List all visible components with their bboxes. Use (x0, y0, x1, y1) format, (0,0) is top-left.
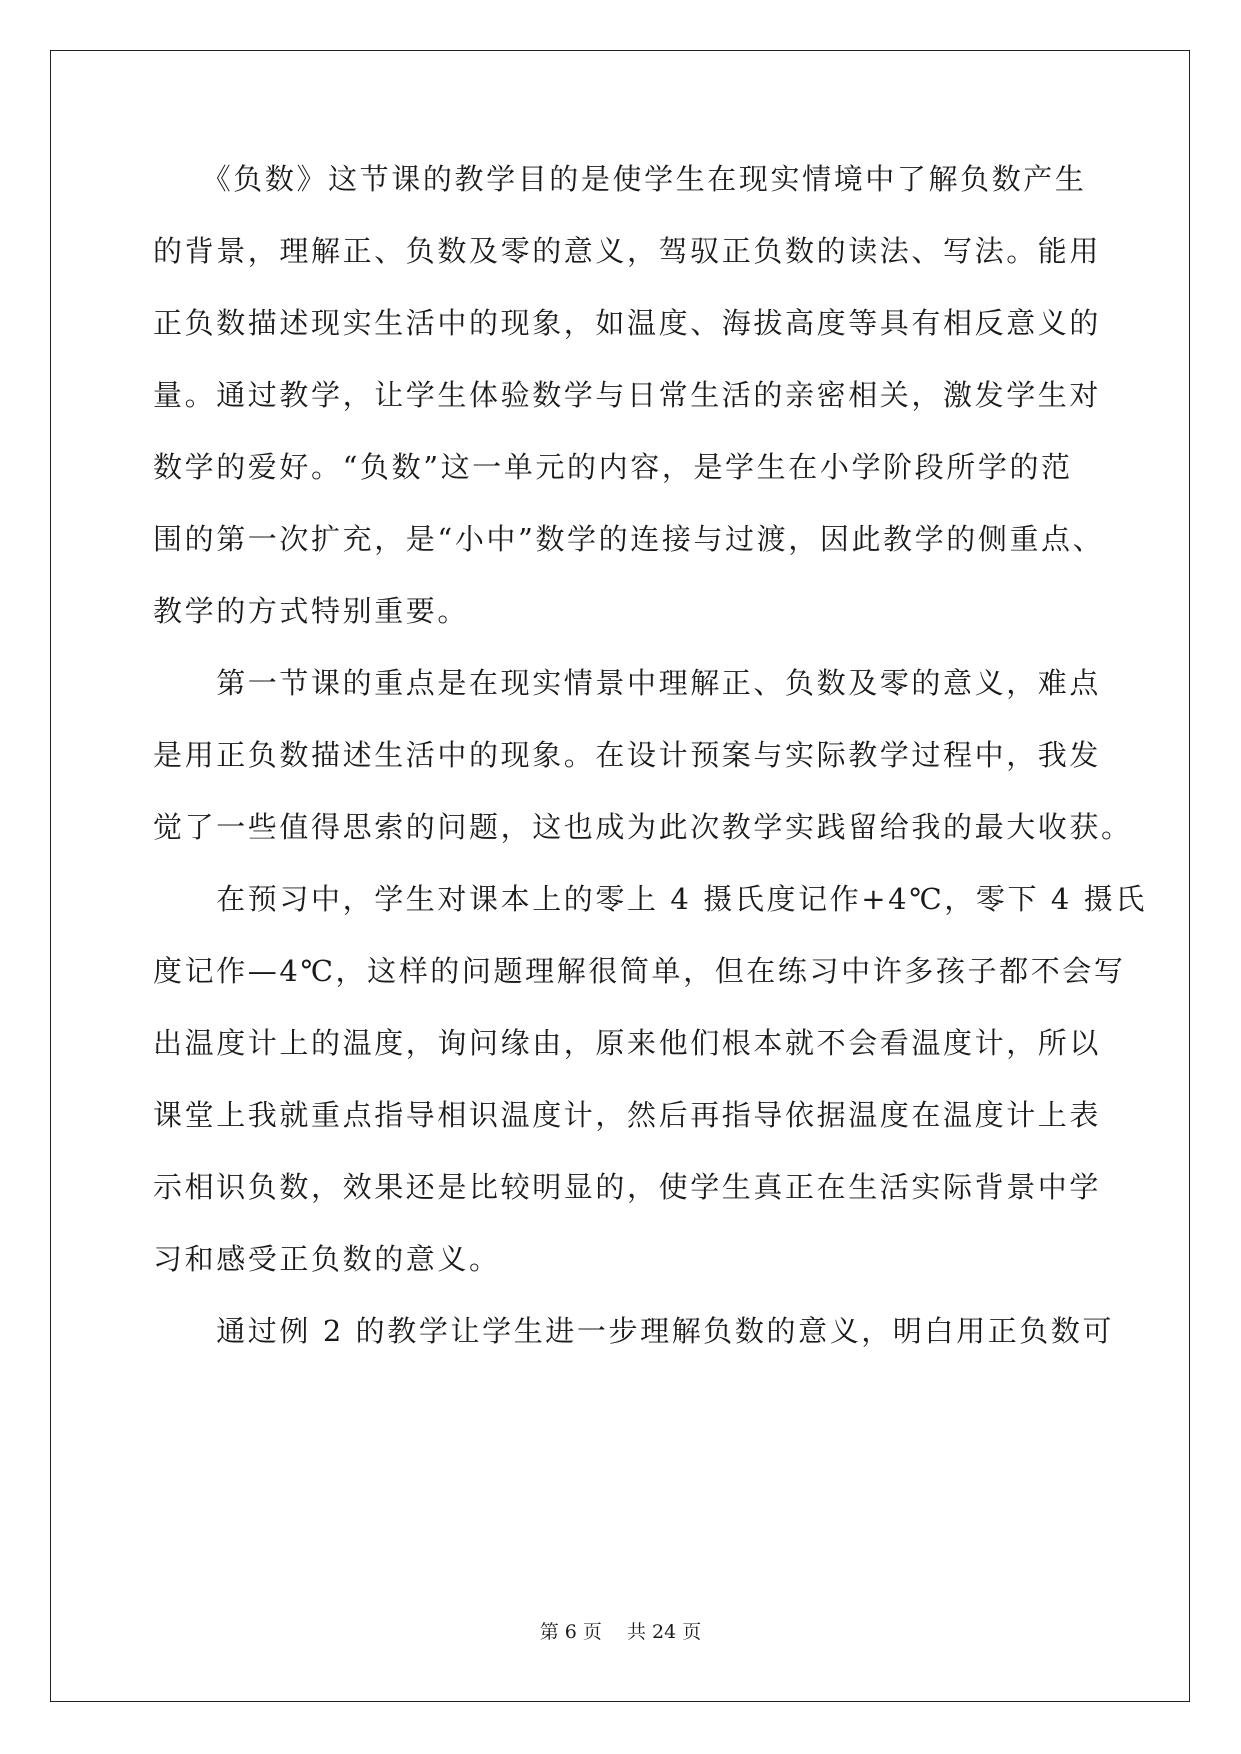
text-line: 围的第一次扩充，是“小中”数学的连接与过渡，因此教学的侧重点、 (153, 522, 1105, 556)
text-line: 通过例 2 的教学让学生进一步理解负数的意义，明白用正负数可 (153, 1314, 1115, 1348)
text-line: 度记作—4℃，这样的问题理解很简单，但在练习中许多孩子都不会写 (153, 954, 1126, 988)
text-line: 在预习中，学生对课本上的零上 4 摄氏度记作+4℃，零下 4 摄氏 (153, 882, 1147, 916)
text-line: 第一节课的重点是在现实情景中理解正、负数及零的意义，难点 (153, 666, 1102, 700)
text-line: 量。通过教学，让学生体验数学与日常生活的亲密相关，激发学生对 (153, 378, 1102, 412)
text-line: 习和感受正负数的意义。 (153, 1242, 501, 1276)
text-line: 出温度计上的温度，询问缘由，原来他们根本就不会看温度计，所以 (153, 1026, 1102, 1060)
text-line: 示相识负数，效果还是比较明显的，使学生真正在生活实际背景中学 (153, 1170, 1102, 1204)
text-line: 课堂上我就重点指导相识温度计，然后再指导依据温度在温度计上表 (153, 1098, 1102, 1132)
text-line: 的背景，理解正、负数及零的意义，驾驭正负数的读法、写法。能用 (153, 234, 1102, 268)
text-line: 觉了一些值得思索的问题，这也成为此次教学实践留给我的最大收获。 (153, 810, 1133, 844)
page-border (50, 50, 1190, 1702)
text-line: 教学的方式特别重要。 (153, 594, 470, 628)
text-line: 正负数描述现实生活中的现象，如温度、海拔高度等具有相反意义的 (153, 306, 1102, 340)
text-line: 数学的爱好。“负数”这一单元的内容，是学生在小学阶段所学的范 (153, 450, 1073, 484)
text-line: 是用正负数描述生活中的现象。在设计预案与实际教学过程中，我发 (153, 738, 1102, 772)
page-number-footer: 第 6 页 共 24 页 (539, 1621, 702, 1643)
text-line: 《负数》这节课的教学目的是使学生在现实情境中了解负数产生 (153, 162, 1087, 196)
